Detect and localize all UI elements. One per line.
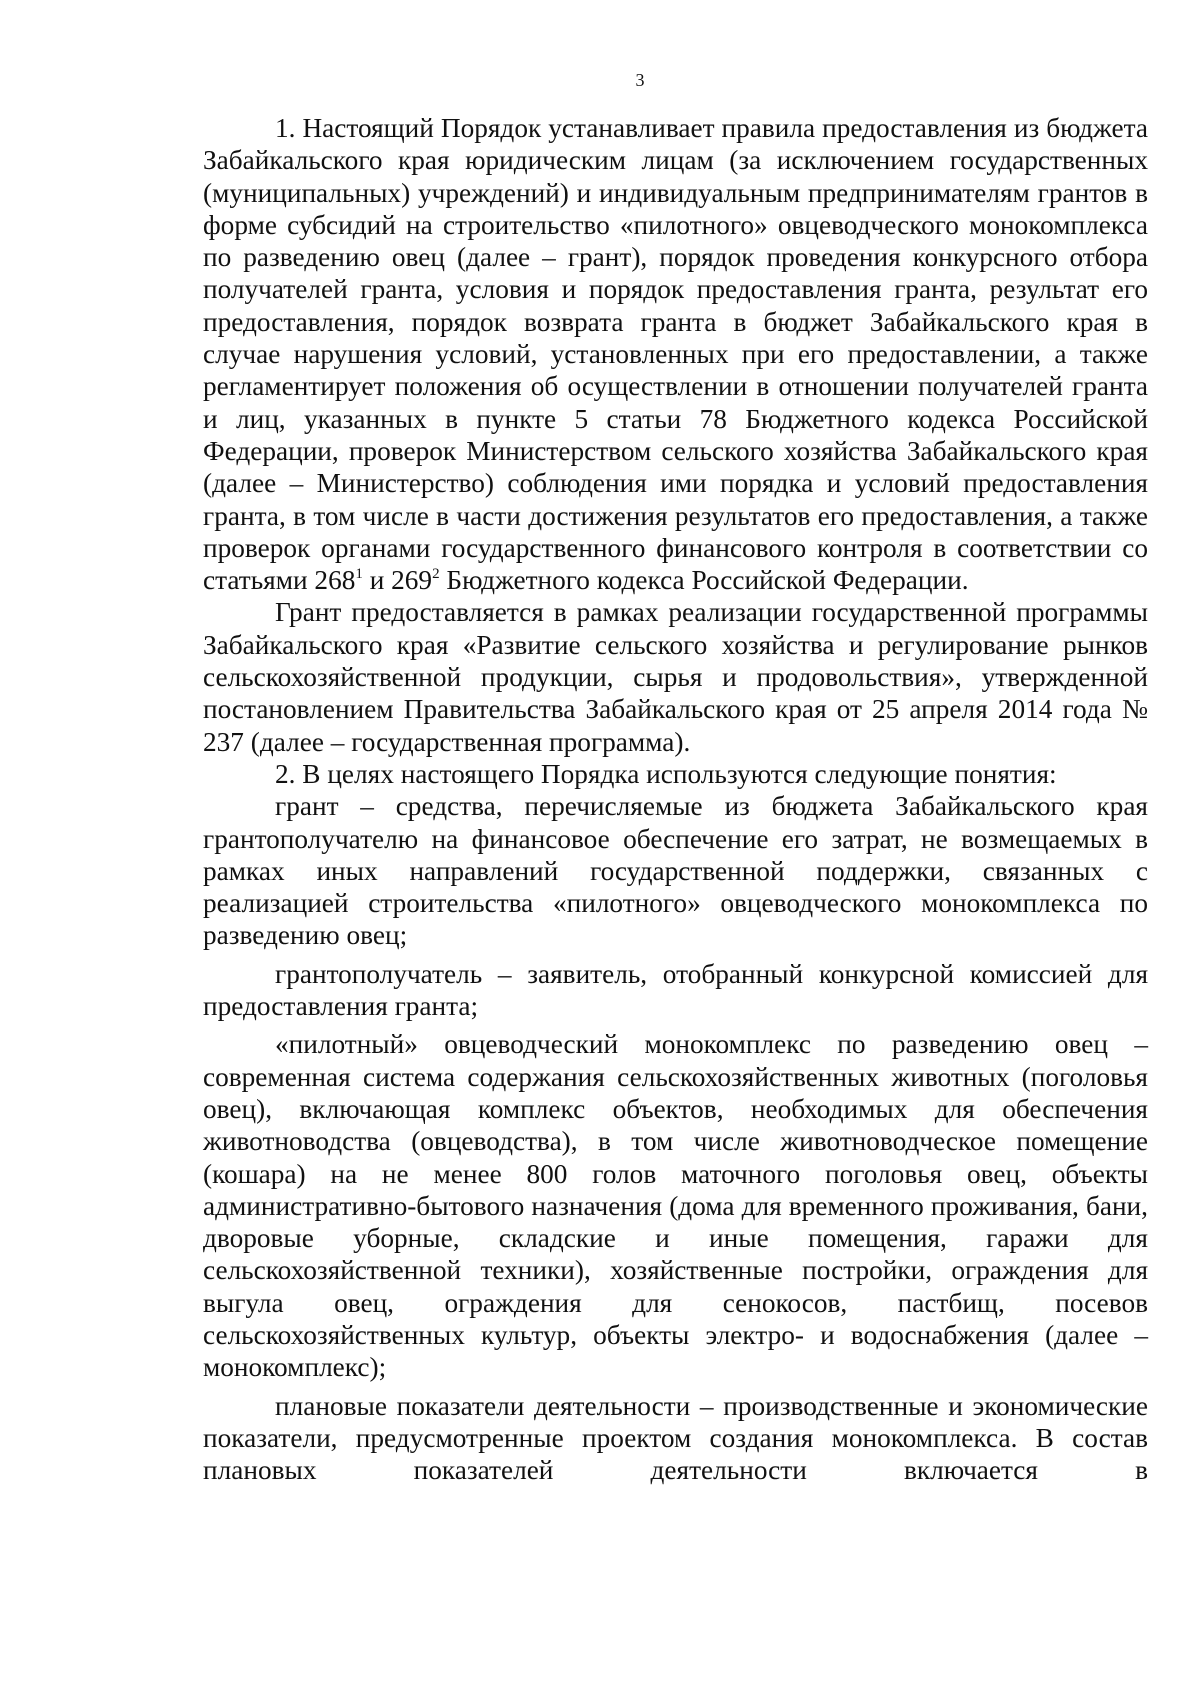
- paragraph-1-tail: Бюджетного кодекса Российской Федерации.: [439, 565, 969, 596]
- definition-planned-indicators: плановые показатели деятельности – производственные и экономические показатели, предусмотренные проектом создания монокомплекса. В состав плановых показателей деятельности включается в: [203, 1390, 1148, 1486]
- paragraph-2-definitions-intro: 2. В целях настоящего Порядка используются следующие понятия:: [275, 758, 1057, 789]
- paragraph-grant-program: Грант предоставляется в рамках реализации государственной программы Забайкальского края «Развитие сельского хозяйства и регулирование рынков сельскохозяйственной продукции, сырья и продовольствия», утвержденной постановлением Правительства Забайкальского края от 25 апреля 2014 года № 237 (далее – государственная программа).: [203, 597, 1148, 757]
- definition-grant-recipient: грантополучатель – заявитель, отобранный конкурсной комиссией для предоставления гранта;: [203, 958, 1148, 1022]
- superscript-1: 1: [355, 566, 363, 583]
- page-number: 3: [635, 70, 645, 90]
- paragraph-1-purpose: [203, 112, 1148, 596]
- superscript-2: 2: [432, 566, 440, 583]
- definition-monocomplex: «пилотный» овцеводческий монокомплекс по разведению овец – современная система содержания сельскохозяйственных животных (поголовья овец), включающая комплекс объектов, необходимых для обеспечения животноводства (овцеводства), в том числе животноводческое помещение (кошара) на не менее 800 голов маточного поголовья овец, объекты административно-бытового назначения (дома для временного проживания, бани, дворовые уборные, складские и иные помещения, гаражи для сельскохозяйственной техники), хозяйственные постройки, ограждения для выгула овец, ограждения для сенокосов, пастбищ, посевов сельскохозяйственных культур, объекты электро- и водоснабжения (далее – монокомплекс);: [203, 1029, 1148, 1383]
- paragraph-1-mid: и 269: [362, 565, 433, 596]
- definition-grant: грант – средства, перечисляемые из бюджета Забайкальского края грантополучателю на финансовое обеспечение его затрат, не возмещаемых в рамках иных направлений государственной поддержки, связанных с реализацией строительства «пилотного» овцеводческого монокомплекса по разведению овец;: [203, 791, 1148, 951]
- document-body: [203, 112, 1148, 1486]
- paragraph-1-text: 1. Настоящий Порядок устанавливает правила предоставления из бюджета Забайкальского края юридическим лицам (за исключением государственных (муниципальных) учреждений) и индивидуальным предпринимателям грантов в форме субсидий на строительство «пилотного» овцеводческого монокомплекса по разведению овец (далее – грант), порядок проведения конкурсного отбора получателей гранта, условия и порядок предоставления гранта, результат его предоставления, порядок возврата гранта в бюджет Забайкальского края в случае нарушения условий, установленных при его предоставлении, а также регламентирует положения об осуществлении в отношении получателей гранта и лиц, указанных в пункте 5 статьи 78 Бюджетного кодекса Российской Федерации, проверок Министерством сельского хозяйства Забайкальского края (далее – Министерство) соблюдения ими порядка и условий предоставления гранта, в том числе в части достижения результатов его предоставления, а также проверок органами государственного финансового контроля в соответствии со статьями 268: [203, 113, 1148, 596]
